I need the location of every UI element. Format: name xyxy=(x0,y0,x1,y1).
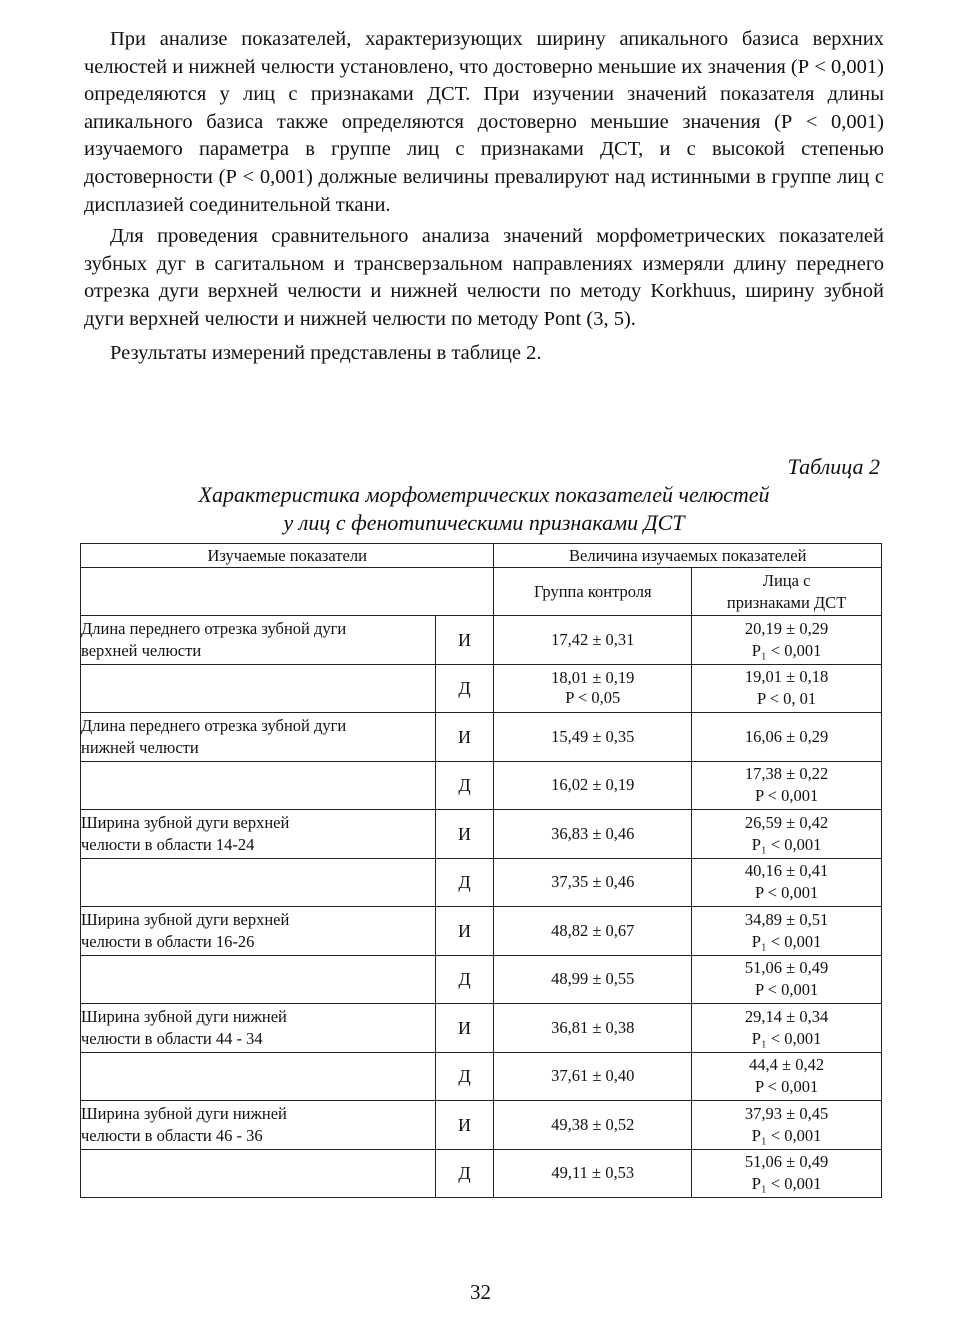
dst-value: 26,59 ± 0,42 xyxy=(744,812,829,832)
morphometry-table xyxy=(80,543,882,1198)
control-value: 18,01 ± 0,19 xyxy=(551,668,635,688)
paragraph-apical-basis: При анализе показателей, характеризующих ширину апикального базиса верхних челюстей и нижней челюсти установлено, что достоверно меньшие их значения (Р < 0,001) определяются у лиц с признаками ДСТ. При изучении значений показателя длины апикального базиса также определяются достоверно меньшие значения (Р < 0,001) изучаемого параметра в группе лиц с признаками ДСТ, и с высокой степенью достоверности (Р < 0,001) должные величины превалируют над истинными в группе лиц с дисплазией соединительной ткани. xyxy=(84,28,884,216)
indicator-name-line2: нижней челюсти xyxy=(81,737,199,757)
indicator-name-cell xyxy=(81,713,436,762)
dst-value-cell xyxy=(692,1101,882,1150)
table-row xyxy=(81,1004,882,1053)
indicator-name-line2: челюсти в области 14-24 xyxy=(81,834,255,854)
header-empty-cell xyxy=(81,568,494,616)
control-value-cell xyxy=(494,907,692,956)
dst-value-cell xyxy=(692,810,882,859)
table-caption-line2: у лиц с фенотипическими признаками ДСТ xyxy=(283,510,685,535)
dst-value-cell xyxy=(692,713,882,762)
control-value: 37,61 ± 0,40 xyxy=(551,1066,635,1086)
indicator-name-line2: верхней челюсти xyxy=(81,640,202,660)
dst-value: 34,89 ± 0,51 xyxy=(744,909,829,929)
control-value-cell xyxy=(494,1101,692,1150)
table-row xyxy=(81,858,882,907)
dst-value: 17,38 ± 0,22 xyxy=(744,764,829,784)
page-number: 32 xyxy=(470,1280,491,1304)
dst-p-value: P₁ < 0,001 xyxy=(751,1028,822,1048)
control-value-cell xyxy=(494,955,692,1004)
table-row xyxy=(81,713,882,762)
indicator-name-cell xyxy=(81,907,436,956)
control-value-cell xyxy=(494,858,692,907)
dst-value: 20,19 ± 0,29 xyxy=(744,618,829,638)
dst-p-value: P < 0,001 xyxy=(754,883,819,903)
dst-p-value: P₁ < 0,001 xyxy=(751,834,822,854)
table-row xyxy=(81,761,882,810)
measure-type-cell: Д xyxy=(435,761,494,810)
indicator-name-cell xyxy=(81,1052,436,1101)
control-value-cell xyxy=(494,1149,692,1198)
control-value-cell xyxy=(494,664,692,713)
control-value: 49,38 ± 0,52 xyxy=(551,1114,635,1134)
dst-value: 16,06 ± 0,29 xyxy=(744,726,829,746)
indicator-name-line2: челюсти в области 44 - 34 xyxy=(81,1028,263,1048)
control-value: 17,42 ± 0,31 xyxy=(551,629,635,649)
dst-value: 51,06 ± 0,49 xyxy=(744,958,829,978)
control-value: 16,02 ± 0,19 xyxy=(551,775,635,795)
dst-p-value: P < 0, 01 xyxy=(757,689,817,709)
indicator-name-line1: Длина переднего отрезка зубной дуги xyxy=(81,618,347,638)
control-value: 36,83 ± 0,46 xyxy=(551,823,635,843)
table-row xyxy=(81,955,882,1004)
table-row xyxy=(81,1101,882,1150)
header-control: Группа контроля xyxy=(494,568,692,616)
indicator-name-cell xyxy=(81,858,436,907)
dst-value: 29,14 ± 0,34 xyxy=(744,1006,829,1026)
dst-value: 19,01 ± 0,18 xyxy=(744,667,829,687)
measure-type-cell: И xyxy=(435,907,494,956)
dst-p-value: P₁ < 0,001 xyxy=(751,640,822,660)
dst-p-value: P < 0,001 xyxy=(754,786,819,806)
measure-type-cell: Д xyxy=(435,955,494,1004)
paragraph-methods: Для проведения сравнительного анализа значений морфометрических показателей зубных дуг в сагитальном и трансверзальном направлениях измеряли длину переднего отрезка дуги верхней челюсти и нижней челюсти по методу Korkhuus, ширину зубной дуги верхней челюсти и нижней челюсти по методу Pont (3, 5). xyxy=(84,225,884,330)
indicator-name-line1: Ширина зубной дуги верхней xyxy=(81,909,290,929)
measure-type-cell: Д xyxy=(435,1052,494,1101)
table-number: Таблица 2 xyxy=(787,454,880,479)
dst-value-cell xyxy=(692,761,882,810)
dst-value: 51,06 ± 0,49 xyxy=(744,1152,829,1172)
indicator-name-line1: Длина переднего отрезка зубной дуги xyxy=(81,715,347,735)
dst-value: 40,16 ± 0,41 xyxy=(744,861,829,881)
table-header-row-1 xyxy=(81,544,882,568)
measure-type-cell: И xyxy=(435,810,494,859)
control-value-cell xyxy=(494,713,692,762)
document-page xyxy=(81,26,884,1304)
table-row xyxy=(81,907,882,956)
dst-p-value: P < 0,001 xyxy=(754,1077,819,1097)
dst-value: 44,4 ± 0,42 xyxy=(749,1055,825,1075)
indicator-name-line1: Ширина зубной дуги нижней xyxy=(81,1103,287,1123)
control-value: 48,99 ± 0,55 xyxy=(551,969,635,989)
dst-value-cell xyxy=(692,1004,882,1053)
indicator-name-cell xyxy=(81,955,436,1004)
indicator-name-line1: Ширина зубной дуги нижней xyxy=(81,1006,287,1026)
dst-value-cell xyxy=(692,1149,882,1198)
indicator-name-line1: Ширина зубной дуги верхней xyxy=(81,812,290,832)
dst-p-value: P₁ < 0,001 xyxy=(751,1125,822,1145)
measure-type-cell: Д xyxy=(435,1149,494,1198)
indicator-name-line2: челюсти в области 16-26 xyxy=(81,931,255,951)
header-values: Величина изучаемых показателей xyxy=(494,544,882,568)
dst-p-value: P₁ < 0,001 xyxy=(751,1174,822,1194)
header-dst-line1: Лица с xyxy=(762,570,811,590)
table-row xyxy=(81,616,882,665)
measure-type-cell: И xyxy=(435,1004,494,1053)
indicator-name-cell xyxy=(81,1149,436,1198)
control-value: 37,35 ± 0,46 xyxy=(551,872,635,892)
header-dst-line2: признаками ДСТ xyxy=(726,592,847,612)
control-value: 49,11 ± 0,53 xyxy=(551,1163,635,1183)
table-row xyxy=(81,664,882,713)
table-row xyxy=(81,810,882,859)
indicator-name-cell xyxy=(81,616,436,665)
indicator-name-cell xyxy=(81,761,436,810)
header-studied: Изучаемые показатели xyxy=(81,544,494,568)
dst-p-value: P < 0,001 xyxy=(754,980,819,1000)
paragraph-results-ref: Результаты измерений представлены в таблице 2. xyxy=(110,341,542,364)
control-p-value: P < 0,05 xyxy=(565,688,621,708)
measure-type-cell: И xyxy=(435,616,494,665)
control-value-cell xyxy=(494,810,692,859)
dst-value-cell xyxy=(692,616,882,665)
measure-type-cell: И xyxy=(435,713,494,762)
control-value-cell xyxy=(494,1004,692,1053)
control-value-cell xyxy=(494,761,692,810)
dst-value-cell xyxy=(692,1052,882,1101)
header-dst xyxy=(692,568,882,616)
control-value: 48,82 ± 0,67 xyxy=(551,920,635,940)
table-row xyxy=(81,1052,882,1101)
control-value: 36,81 ± 0,38 xyxy=(551,1017,635,1037)
control-value: 15,49 ± 0,35 xyxy=(551,726,635,746)
control-value-cell xyxy=(494,1052,692,1101)
table-row xyxy=(81,1149,882,1198)
measure-type-cell: И xyxy=(435,1101,494,1150)
measure-type-cell: Д xyxy=(435,858,494,907)
dst-value-cell xyxy=(692,664,882,713)
table-header-row-2 xyxy=(81,568,882,616)
dst-p-value: P₁ < 0,001 xyxy=(751,931,822,951)
dst-value-cell xyxy=(692,955,882,1004)
dst-value-cell xyxy=(692,907,882,956)
indicator-name-line2: челюсти в области 46 - 36 xyxy=(81,1125,263,1145)
dst-value-cell xyxy=(692,858,882,907)
indicator-name-cell xyxy=(81,1101,436,1150)
indicator-name-cell xyxy=(81,1004,436,1053)
measure-type-cell: Д xyxy=(435,664,494,713)
indicator-name-cell xyxy=(81,810,436,859)
dst-value: 37,93 ± 0,45 xyxy=(744,1103,829,1123)
table-caption-line1: Характеристика морфометрических показателей челюстей xyxy=(198,482,770,507)
control-value-cell xyxy=(494,616,692,665)
indicator-name-cell xyxy=(81,664,436,713)
